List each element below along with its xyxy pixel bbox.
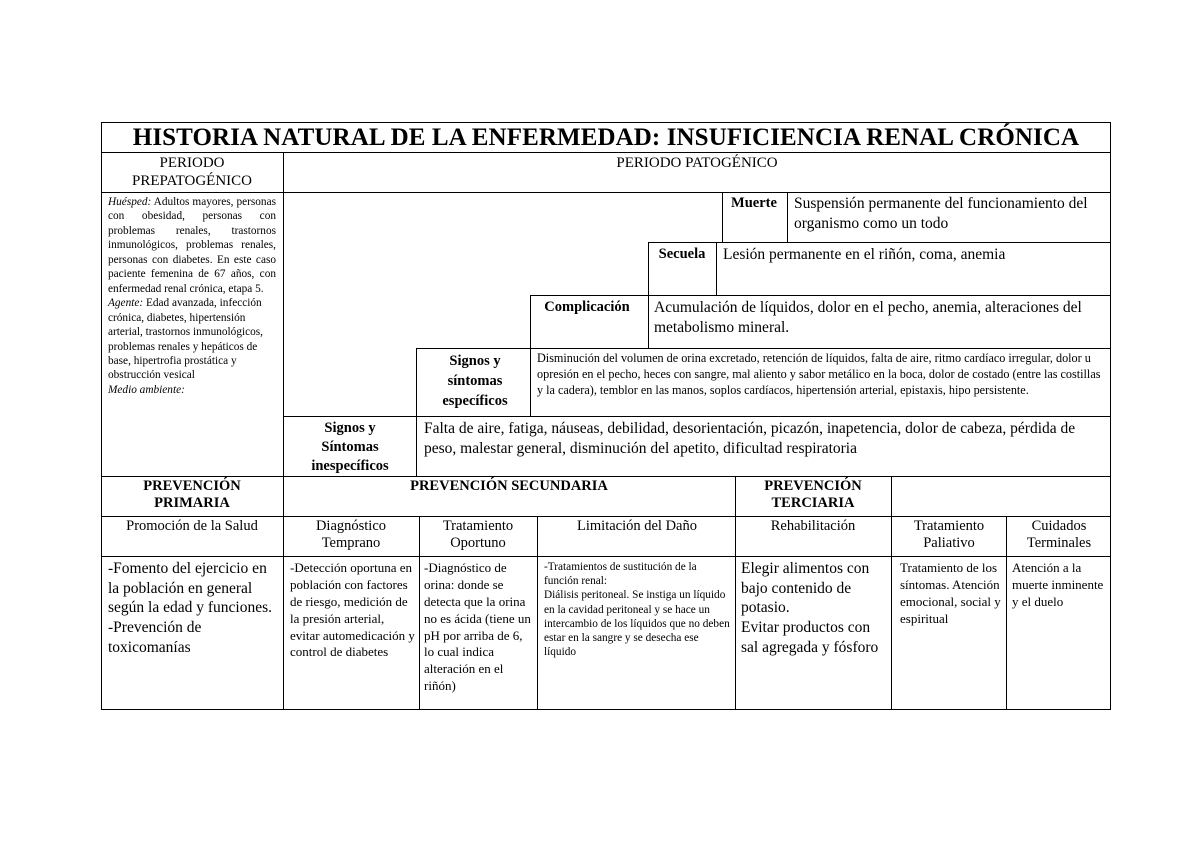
subheader-promocion: Promoción de la Salud bbox=[126, 518, 258, 534]
complicacion-label: Complicación bbox=[544, 299, 630, 315]
prevencion-terciaria-header: PREVENCIÓN TERCIARIA bbox=[764, 478, 862, 512]
huesped-label: Huésped: bbox=[108, 196, 152, 208]
rule-secuela-left bbox=[648, 242, 649, 349]
subheader-paliativo: Tratamiento Paliativo bbox=[913, 518, 985, 552]
rule-secuela-bottom bbox=[530, 295, 1111, 296]
header-patogenic: PERIODO PATOGÉNICO bbox=[616, 155, 778, 171]
inespecificos-text: Falta de aire, fatiga, náuseas, debilidad, desorientación, picazón, inapetencia, dolor de cabeza, pérdida de peso, malestar general, disminución del apetito, dificultad respiratoria bbox=[424, 420, 1076, 457]
rehabilitacion-item: Elegir alimentos con bajo contenido de potasio. bbox=[741, 560, 870, 617]
prevencion-secundaria-header: PREVENCIÓN SECUNDARIA bbox=[410, 478, 608, 494]
especificos-text: Disminución del volumen de orina excretado, retención de líquidos, falta de aire, ritmo cardíaco irregular, dolor u opresión en el pecho, heces con sangre, mal aliento y sabor metálico en la boca, dolor de costado (entre las costillas y la cadera), temblor en las manos, soplos cardíacos, hipertensión arterial, epistaxis, hipo persistente. bbox=[537, 351, 1101, 397]
rule-muerte-left bbox=[722, 192, 723, 243]
medio-ambiente-label: Medio ambiente: bbox=[108, 383, 185, 396]
cell-rehabilitacion bbox=[741, 559, 889, 657]
prevencion-primaria-header: PREVENCIÓN PRIMARIA bbox=[143, 478, 241, 512]
limitacion-item: -Tratamientos de sustitución de la función renal: bbox=[544, 561, 697, 588]
subheader-terminales: Cuidados Terminales bbox=[1026, 518, 1092, 552]
rule-especificos-bottom bbox=[283, 416, 1111, 417]
subheader-limitacion: Limitación del Daño bbox=[577, 518, 697, 534]
rule-col-terminales bbox=[1006, 516, 1007, 710]
rule-subheaders bbox=[101, 556, 1111, 557]
rule-col-tratamiento bbox=[419, 516, 420, 710]
cell-limitacion bbox=[544, 560, 732, 660]
subheader-diagnostico: Diagnóstico Temprano bbox=[315, 518, 387, 552]
inespecificos-label: Signos y Síntomas inespecíficos bbox=[311, 420, 389, 475]
table-border-right bbox=[1110, 122, 1111, 710]
cell-promocion bbox=[108, 559, 280, 657]
muerte-text: Suspensión permanente del funcionamiento del organismo como un todo bbox=[794, 195, 1088, 232]
cell-terminales: Atención a la muerte inminente y el duelo bbox=[1012, 560, 1104, 609]
header-prepatogenic: PERIODO PREPATOGÉNICO bbox=[131, 155, 253, 189]
rule-muerte-label bbox=[787, 192, 788, 243]
table-border-left bbox=[101, 122, 102, 710]
rule-patogenic-header bbox=[283, 192, 1111, 193]
rule-inespecificos-bottom bbox=[101, 476, 1111, 477]
especificos-label: Signos y síntomas específicos bbox=[442, 353, 508, 409]
cell-paliativo: Tratamiento de los síntomas. Atención emocional, social y espiritual bbox=[900, 560, 1001, 626]
rule-col-limitacion bbox=[537, 516, 538, 710]
page-title: HISTORIA NATURAL DE LA ENFERMEDAD: INSUFICIENCIA RENAL CRÓNICA bbox=[132, 124, 1080, 151]
rule-col-terciaria bbox=[735, 476, 736, 710]
rule-muerte-bottom bbox=[648, 242, 1111, 243]
subheader-rehabilitacion: Rehabilitación bbox=[770, 518, 856, 534]
secuela-label: Secuela bbox=[658, 246, 706, 262]
rule-secuela-label bbox=[716, 242, 717, 296]
table-border-bottom bbox=[101, 709, 1111, 710]
prepatogenic-text bbox=[108, 195, 276, 397]
rule-complicacion-bottom bbox=[416, 348, 1111, 349]
complicacion-text: Acumulación de líquidos, dolor en el pecho, anemia, alteraciones del metabolismo mineral. bbox=[654, 299, 1082, 336]
rule-col-paliativo bbox=[891, 476, 892, 710]
cell-tratamiento: -Diagnóstico de orina: donde se detecta que la orina no es ácida (tiene un pH por arriba de 6, lo cual indica alteración en el riñón) bbox=[424, 560, 531, 694]
rule-complicacion-left bbox=[530, 295, 531, 417]
rule-prevention-header bbox=[101, 516, 1111, 517]
cell-diagnostico: -Detección oportuna en población con factores de riesgo, medición de la presión arterial, evitar automedicación y control de diabetes bbox=[290, 560, 415, 660]
rule-especificos-left bbox=[416, 348, 417, 477]
agente-label: Agente: bbox=[108, 297, 144, 310]
rehabilitacion-item: Evitar productos con sal agregada y fósforo bbox=[741, 619, 879, 656]
rule-prepatogenic-header bbox=[101, 192, 283, 193]
promocion-item: -Fomento del ejercicio en la población en general según la edad y funciones. bbox=[108, 560, 272, 617]
subheader-tratamiento: Tratamiento Oportuno bbox=[442, 518, 514, 552]
promocion-item: -Prevención de toxicomanías bbox=[108, 619, 202, 656]
rule-col-prepatogenic bbox=[283, 152, 284, 710]
huesped-text: Adultos mayores, personas con obesidad, personas con problemas renales, trastornos inmunológicos, problemas renales, personas con diabetes. En este caso paciente femenina de 67 años, con enfermedad renal crónica, etapa 5. bbox=[108, 196, 276, 295]
agente-text: Edad avanzada, infección crónica, diabetes, hipertensión arterial, trastornos inmunológicos, problemas renales y hepáticos de base, hipertrofia prostática y obstrucción vesical bbox=[108, 297, 263, 382]
limitacion-item: Diálisis peritoneal. Se instiga un líquido en la cavidad peritoneal y se hace un intercambio de los líquidos que no deben estar en la sangre y se desecha ese líquido bbox=[544, 589, 730, 659]
muerte-label: Muerte bbox=[731, 195, 777, 211]
secuela-text: Lesión permanente en el riñón, coma, anemia bbox=[723, 246, 1006, 263]
